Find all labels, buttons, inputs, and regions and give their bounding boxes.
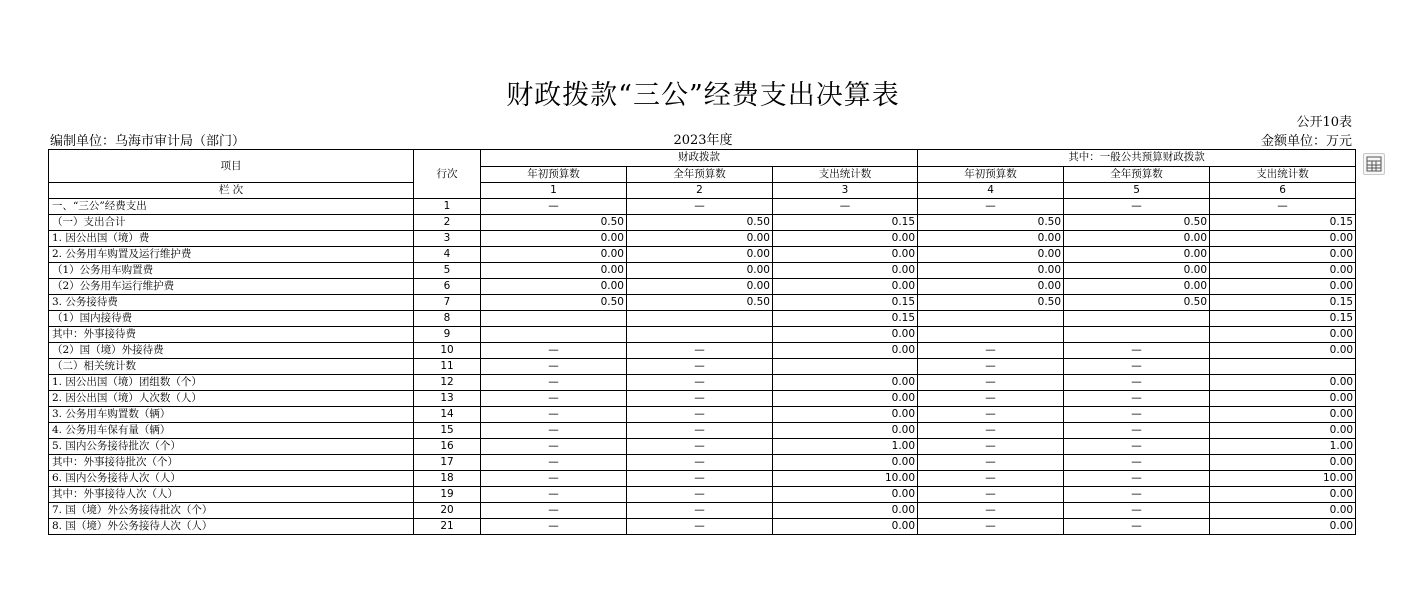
cell-value: —	[1064, 375, 1210, 391]
cell-value: 0.00	[918, 247, 1064, 263]
row-number: 11	[414, 359, 481, 375]
cell-value: —	[918, 471, 1064, 487]
cell-value: 0.00	[773, 231, 918, 247]
cell-value: —	[481, 359, 627, 375]
row-label: 5. 国内公务接待批次（个）	[49, 439, 414, 455]
cell-value: 0.15	[1210, 215, 1356, 231]
row-number: 10	[414, 343, 481, 359]
table-row	[49, 247, 1356, 263]
cell-value: 0.00	[1210, 327, 1356, 343]
cell-value: —	[918, 343, 1064, 359]
cell-value: 0.00	[627, 263, 773, 279]
header-col-6: 支出统计数	[1210, 166, 1356, 183]
cell-value: 10.00	[1210, 471, 1356, 487]
row-label: 7. 国（境）外公务接待批次（个）	[49, 503, 414, 519]
header-lanci: 栏 次	[49, 183, 414, 199]
cell-value: 0.50	[1064, 295, 1210, 311]
row-number: 18	[414, 471, 481, 487]
cell-value: —	[627, 439, 773, 455]
table-row	[49, 375, 1356, 391]
table-row	[49, 359, 1356, 375]
cell-value: 10.00	[773, 471, 918, 487]
cell-value: 0.00	[1210, 455, 1356, 471]
cell-value	[773, 359, 918, 375]
cell-value	[918, 311, 1064, 327]
row-number: 19	[414, 487, 481, 503]
cell-value: 0.15	[1210, 311, 1356, 327]
cell-value: —	[1210, 199, 1356, 215]
cell-value: —	[918, 439, 1064, 455]
table-row	[49, 263, 1356, 279]
row-number: 13	[414, 391, 481, 407]
document-title: 财政拨款“三公”经费支出决算表	[506, 80, 900, 111]
cell-value: 0.00	[627, 247, 773, 263]
cell-value: 0.00	[481, 247, 627, 263]
row-label: 2. 公务用车购置及运行维护费	[49, 247, 414, 263]
cell-value: 0.50	[1064, 215, 1210, 231]
row-number: 21	[414, 519, 481, 535]
cell-value: 0.00	[773, 263, 918, 279]
table-row	[49, 455, 1356, 471]
cell-value: 0.00	[481, 231, 627, 247]
cell-value: 0.00	[773, 279, 918, 295]
cell-value: —	[627, 407, 773, 423]
cell-value: —	[481, 199, 627, 215]
cell-value: 0.00	[773, 391, 918, 407]
cell-value: 0.00	[773, 503, 918, 519]
cell-value	[1064, 327, 1210, 343]
cell-value: —	[918, 519, 1064, 535]
table-row	[49, 311, 1356, 327]
cell-value: —	[1064, 423, 1210, 439]
cell-value: —	[918, 359, 1064, 375]
cell-value: 0.00	[1210, 279, 1356, 295]
cell-value	[918, 327, 1064, 343]
row-number: 2	[414, 215, 481, 231]
cell-value: —	[481, 423, 627, 439]
table-row	[49, 423, 1356, 439]
header-col-num-6: 6	[1210, 183, 1356, 199]
cell-value: 0.00	[1210, 391, 1356, 407]
cell-value: —	[627, 359, 773, 375]
cell-value: 0.00	[773, 407, 918, 423]
row-number: 7	[414, 295, 481, 311]
row-label: 2. 因公出国（境）人次数（人）	[49, 391, 414, 407]
header-group-general-budget: 其中：一般公共预算财政拨款	[918, 150, 1356, 167]
cell-value: 0.50	[918, 295, 1064, 311]
cell-value: 0.00	[1064, 231, 1210, 247]
cell-value: —	[627, 423, 773, 439]
cell-value	[481, 311, 627, 327]
row-label: 4. 公务用车保有量（辆）	[49, 423, 414, 439]
cell-value: 0.15	[773, 295, 918, 311]
cell-value: —	[481, 503, 627, 519]
cell-value: —	[918, 199, 1064, 215]
cell-value: —	[481, 471, 627, 487]
expand-table-button[interactable]	[1363, 153, 1385, 175]
row-label: （1）国内接待费	[49, 311, 414, 327]
header-col-num-1: 1	[481, 183, 627, 199]
header-col-3: 支出统计数	[773, 166, 918, 183]
cell-value: 0.00	[627, 231, 773, 247]
table-row	[49, 487, 1356, 503]
table-expand-icon	[1364, 154, 1384, 174]
cell-value: 0.00	[1064, 247, 1210, 263]
table-row	[49, 471, 1356, 487]
cell-value: —	[1064, 343, 1210, 359]
fiscal-year: 2023年度	[673, 133, 733, 148]
row-label: （2）公务用车运行维护费	[49, 279, 414, 295]
cell-value: 0.00	[1210, 487, 1356, 503]
cell-value: —	[1064, 503, 1210, 519]
cell-value: 0.00	[773, 327, 918, 343]
cell-value: —	[1064, 487, 1210, 503]
cell-value: 0.00	[1210, 503, 1356, 519]
cell-value: —	[481, 375, 627, 391]
header-col-num-5: 5	[1064, 183, 1210, 199]
cell-value: 0.00	[773, 375, 918, 391]
cell-value: —	[481, 391, 627, 407]
cell-value: —	[627, 375, 773, 391]
cell-value: 0.00	[1210, 519, 1356, 535]
cell-value: —	[773, 199, 918, 215]
cell-value	[627, 327, 773, 343]
table-row	[49, 295, 1356, 311]
cell-value: 0.00	[918, 231, 1064, 247]
cell-value: —	[627, 487, 773, 503]
cell-value: —	[918, 391, 1064, 407]
cell-value: —	[481, 343, 627, 359]
cell-value: 0.50	[481, 215, 627, 231]
row-number: 9	[414, 327, 481, 343]
cell-value: —	[1064, 407, 1210, 423]
cell-value: —	[627, 455, 773, 471]
cell-value: 0.00	[773, 343, 918, 359]
cell-value: —	[1064, 471, 1210, 487]
row-number: 15	[414, 423, 481, 439]
header-row-no: 行次	[414, 150, 481, 199]
row-label: （一）支出合计	[49, 215, 414, 231]
cell-value: 0.15	[773, 215, 918, 231]
cell-value: 0.15	[1210, 295, 1356, 311]
row-label: 一、“三公”经费支出	[49, 199, 414, 215]
table-row	[49, 215, 1356, 231]
cell-value: 0.00	[1064, 263, 1210, 279]
row-number: 17	[414, 455, 481, 471]
row-number: 5	[414, 263, 481, 279]
row-number: 16	[414, 439, 481, 455]
row-label: 8. 国（境）外公务接待人次（人）	[49, 519, 414, 535]
cell-value	[627, 311, 773, 327]
cell-value: —	[1064, 359, 1210, 375]
cell-value: 0.00	[1210, 375, 1356, 391]
row-label: 其中：外事接待费	[49, 327, 414, 343]
organization-label: 编制单位：乌海市审计局（部门）	[50, 134, 246, 149]
header-col-5: 全年预算数	[1064, 166, 1210, 183]
table-row	[49, 519, 1356, 535]
cell-value: 0.00	[1210, 407, 1356, 423]
cell-value: 0.15	[773, 311, 918, 327]
cell-value: 0.00	[481, 263, 627, 279]
row-number: 3	[414, 231, 481, 247]
header-item: 项目	[49, 150, 414, 183]
cell-value: 0.00	[1064, 279, 1210, 295]
row-number: 1	[414, 199, 481, 215]
header-col-2: 全年预算数	[627, 166, 773, 183]
cell-value: 0.00	[1210, 343, 1356, 359]
cell-value: 0.00	[1210, 423, 1356, 439]
cell-value: 0.00	[773, 247, 918, 263]
table-row	[49, 279, 1356, 295]
amount-unit-label: 金额单位：万元	[1260, 134, 1352, 149]
cell-value: 1.00	[773, 439, 918, 455]
cell-value: —	[1064, 455, 1210, 471]
cell-value: 0.00	[1210, 231, 1356, 247]
cell-value: 0.00	[773, 455, 918, 471]
row-number: 14	[414, 407, 481, 423]
cell-value: —	[918, 503, 1064, 519]
cell-value: 0.50	[627, 295, 773, 311]
cell-value: 0.00	[918, 279, 1064, 295]
row-number: 20	[414, 503, 481, 519]
cell-value: —	[627, 519, 773, 535]
cell-value: 0.00	[1210, 247, 1356, 263]
table-row	[49, 503, 1356, 519]
cell-value: —	[627, 199, 773, 215]
cell-value: 0.50	[481, 295, 627, 311]
cell-value: —	[1064, 391, 1210, 407]
cell-value: —	[481, 487, 627, 503]
cell-value	[481, 327, 627, 343]
header-row-3	[49, 183, 1356, 199]
cell-value: —	[627, 391, 773, 407]
table-row	[49, 391, 1356, 407]
header-col-1: 年初预算数	[481, 166, 627, 183]
cell-value: 0.00	[773, 487, 918, 503]
table-row	[49, 199, 1356, 215]
cell-value: 0.50	[918, 215, 1064, 231]
table-number: 公开10表	[1296, 115, 1352, 130]
cell-value: —	[481, 439, 627, 455]
header-col-num-3: 3	[773, 183, 918, 199]
table-row	[49, 231, 1356, 247]
row-label: 3. 公务接待费	[49, 295, 414, 311]
row-number: 12	[414, 375, 481, 391]
header-row-1	[49, 150, 1356, 167]
cell-value: —	[627, 471, 773, 487]
table-row	[49, 343, 1356, 359]
cell-value: —	[1064, 519, 1210, 535]
row-label: （1）公务用车购置费	[49, 263, 414, 279]
table-row	[49, 407, 1356, 423]
row-label: 1. 因公出国（境）团组数（个）	[49, 375, 414, 391]
expenditure-table	[48, 149, 1356, 535]
row-label: （2）国（境）外接待费	[49, 343, 414, 359]
cell-value: —	[918, 407, 1064, 423]
cell-value: —	[918, 375, 1064, 391]
cell-value: —	[918, 423, 1064, 439]
table-row	[49, 439, 1356, 455]
row-number: 8	[414, 311, 481, 327]
cell-value: —	[1064, 439, 1210, 455]
cell-value: 1.00	[1210, 439, 1356, 455]
header-col-4: 年初预算数	[918, 166, 1064, 183]
row-label: 其中：外事接待批次（个）	[49, 455, 414, 471]
cell-value: —	[918, 455, 1064, 471]
header-col-num-4: 4	[918, 183, 1064, 199]
header-group-fiscal: 财政拨款	[481, 150, 918, 167]
cell-value: 0.00	[627, 279, 773, 295]
row-label: 其中：外事接待人次（人）	[49, 487, 414, 503]
cell-value: 0.00	[481, 279, 627, 295]
cell-value: —	[627, 503, 773, 519]
cell-value	[1210, 359, 1356, 375]
row-label: 6. 国内公务接待人次（人）	[49, 471, 414, 487]
cell-value: 0.50	[627, 215, 773, 231]
cell-value: —	[481, 455, 627, 471]
row-label: （二）相关统计数	[49, 359, 414, 375]
cell-value: —	[627, 343, 773, 359]
row-number: 4	[414, 247, 481, 263]
row-label: 1. 因公出国（境）费	[49, 231, 414, 247]
cell-value: 0.00	[918, 263, 1064, 279]
cell-value	[1064, 311, 1210, 327]
cell-value: 0.00	[773, 423, 918, 439]
table-row	[49, 327, 1356, 343]
cell-value: —	[1064, 199, 1210, 215]
header-col-num-2: 2	[627, 183, 773, 199]
cell-value: —	[918, 487, 1064, 503]
cell-value: 0.00	[773, 519, 918, 535]
row-number: 6	[414, 279, 481, 295]
cell-value: —	[481, 519, 627, 535]
row-label: 3. 公务用车购置数（辆）	[49, 407, 414, 423]
cell-value: —	[481, 407, 627, 423]
cell-value: 0.00	[1210, 263, 1356, 279]
